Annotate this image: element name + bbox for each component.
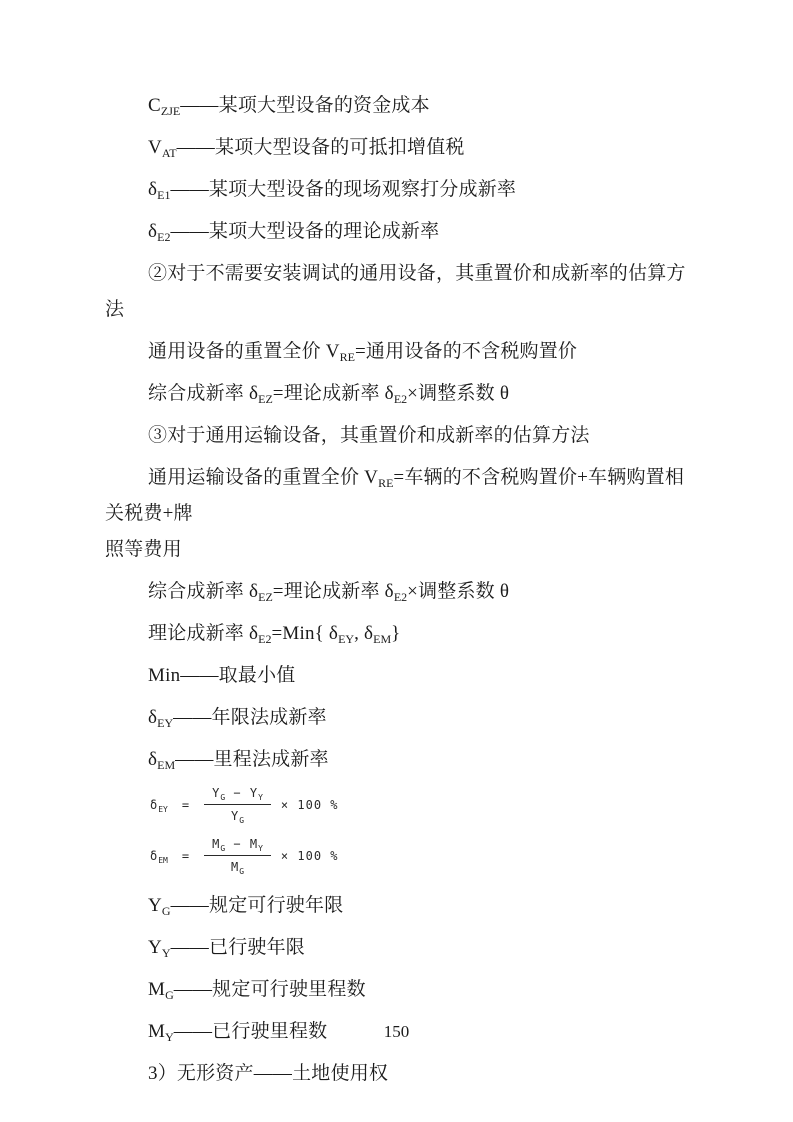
equals-sign: = (181, 797, 191, 812)
subscript: EY (157, 716, 174, 730)
subscript: G (220, 844, 226, 853)
definition-delta-em: $\delta_{EM}——$里程法成新率 (148, 749, 329, 772)
fraction-numerator: $Y_G - Y_Y$ (204, 786, 271, 805)
subscript: Y (161, 946, 171, 960)
equals-sign: = (181, 848, 191, 863)
subscript: G (165, 988, 174, 1002)
formula-lhs: $\delta_{EM}$ (150, 848, 168, 865)
definition-czje: $C_{ZJE}——$某项大型设备的资金成本 (148, 95, 430, 118)
subscript: EZ (258, 392, 273, 406)
subscript: G (161, 904, 171, 918)
fraction (204, 837, 271, 874)
subscript: E2 (157, 230, 171, 244)
transport-equipment-replacement-price: 通用运输设备的重置全价 $V_{RE}=$车辆的不含税购置价+车辆购置相关税费+牌 照等费用 (105, 467, 685, 560)
definition-delta-e1: $\delta_{E1}——$某项大型设备的现场观察打分成新率 (148, 179, 517, 202)
item-2-heading: ②对于不需要安装调试的通用设备，其重置价和成新率的估算方法 (105, 263, 686, 320)
composite-newness-rate-2: 综合成新率 $\delta_{EZ}=$理论成新率 $\delta_{E2}\times$调整系数 θ (148, 581, 510, 604)
subscript: E2 (393, 392, 408, 406)
fraction-numerator: $M_G - M_Y$ (204, 837, 271, 856)
general-equipment-replacement-price: 通用设备的重置全价 $V_{RE}=$通用设备的不含税购置价 (148, 341, 578, 364)
formula-suffix: × 100 % (280, 797, 339, 812)
subscript: EZ (258, 590, 273, 604)
subscript: EY (338, 632, 355, 646)
page-number: 150 (383, 1022, 410, 1041)
subscript: EM (373, 632, 392, 646)
subscript: Y (258, 793, 263, 802)
subscript: AT (161, 146, 177, 160)
definition-vat: $V_{AT}——$某项大型设备的可抵扣增值税 (148, 137, 465, 160)
composite-newness-rate-1: 综合成新率 $\delta_{EZ}=$理论成新率 $\delta_{E2}\times$调整系数 θ (148, 383, 510, 406)
subscript: EY (158, 804, 168, 814)
item-3-heading: ③对于通用运输设备，其重置价和成新率的估算方法 (148, 425, 590, 446)
definition-yg: $Y_G——$规定可行驶年限 (148, 895, 344, 918)
definition-yy: $Y_Y——$已行驶年限 (148, 937, 305, 960)
page-content (105, 88, 695, 1098)
subscript: G (220, 793, 226, 802)
definition-min: Min——取最小值 (148, 665, 296, 686)
fraction-denominator: $M_G$ (230, 860, 245, 876)
subscript: RE (378, 476, 394, 490)
subscript: RE (339, 350, 356, 364)
theoretical-newness-rate: 理论成新率 $\delta_{E2}=Min${ $\delta_{EY}$, $\delta_{EM}$} (148, 623, 401, 646)
subscript: Y (165, 1030, 174, 1044)
subscript: E2 (393, 590, 408, 604)
subscript: ZJE (160, 104, 181, 118)
definition-my: $M_Y——$已行驶里程数 (148, 1021, 328, 1044)
definition-mg: $M_G——$规定可行驶里程数 (148, 979, 366, 1002)
subscript: E1 (157, 188, 171, 202)
section-3-heading: 3）无形资产——土地使用权 (148, 1063, 389, 1084)
fraction-denominator: $Y_G$ (230, 809, 245, 825)
fraction (204, 786, 271, 823)
subscript: G (239, 816, 245, 825)
formula-lhs: $\delta_{EY}$ (150, 797, 168, 814)
subscript: EM (157, 758, 176, 772)
subscript: Y (258, 844, 263, 853)
formula-suffix: × 100 % (280, 848, 339, 863)
subscript: EM (158, 855, 168, 865)
subscript: E2 (258, 632, 272, 646)
definition-delta-e2: $\delta_{E2}——$某项大型设备的理论成新率 (148, 221, 440, 244)
mileage-method-formula (150, 837, 695, 874)
definition-delta-ey: $\delta_{EY}——$年限法成新率 (148, 707, 327, 730)
year-method-formula (150, 786, 695, 823)
subscript: G (239, 867, 245, 876)
